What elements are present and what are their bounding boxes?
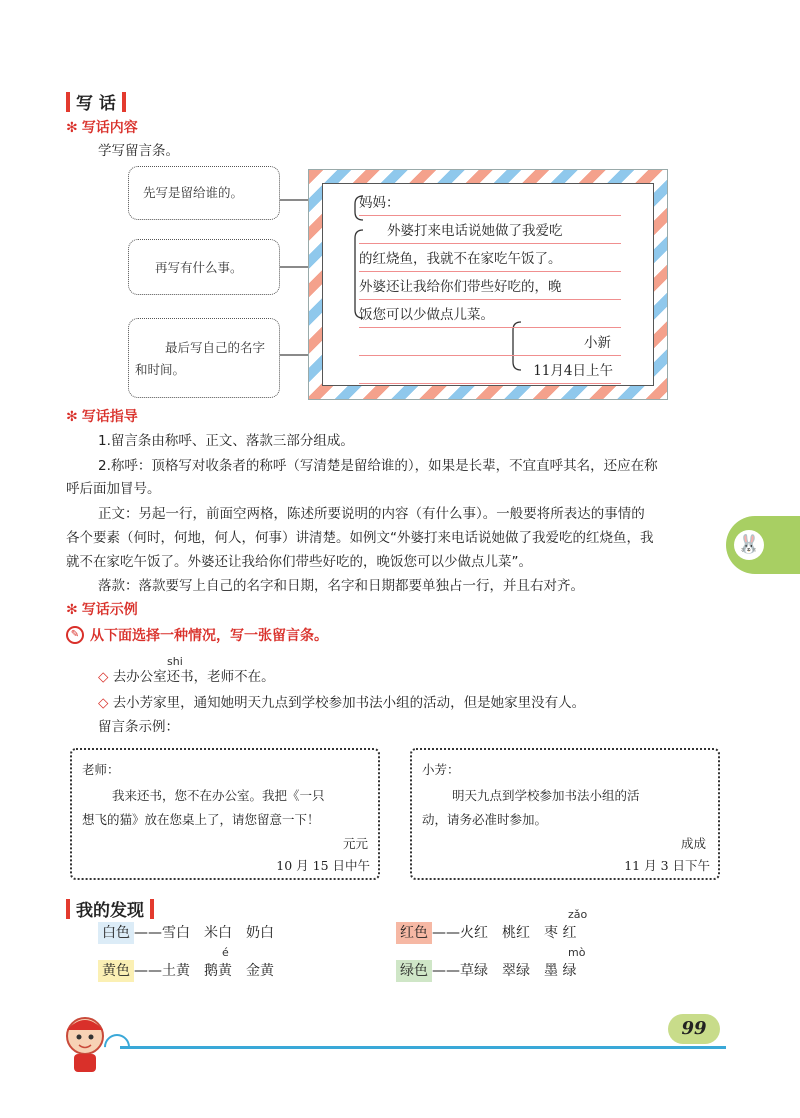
- page-number: 99: [668, 1014, 720, 1044]
- letter-line: 外婆打来电话说她做了我爱吃: [359, 218, 621, 244]
- side-tab: [726, 516, 800, 574]
- tag-green: 绿色: [396, 960, 432, 982]
- note2-line-2: 动，请务必准时参加。: [422, 812, 548, 827]
- content-heading: ✻ 写话内容: [66, 120, 138, 136]
- letter-line: 外婆还让我给你们带些好吃的，晚: [359, 274, 621, 300]
- callout-body: 再写有什么事。: [128, 239, 280, 295]
- words-red: ——火红 桃红 枣 红: [432, 925, 577, 941]
- tag-white: 白色: [98, 922, 134, 944]
- callout-signature: 最后写自己的名字和时间。: [128, 318, 280, 398]
- note1-salutation: 老师：: [82, 762, 120, 777]
- footer-line: [120, 1046, 726, 1049]
- note1-date: 10 月 15 日中午: [276, 858, 370, 873]
- note1-line-1: 我来还书，您不在办公室。我把《一只: [112, 788, 325, 803]
- note2-signature: 成成: [680, 836, 706, 851]
- note2-date: 11 月 3 日下午: [624, 858, 710, 873]
- guide-point-3-cont2: 就不在家吃午饭了。外婆还让我给你们带些好吃的，晚饭您可以少做点儿菜”。: [66, 554, 532, 570]
- sample-note-2: [410, 748, 720, 880]
- tag-yellow: 黄色: [98, 960, 134, 982]
- letter-signature: 小新: [359, 330, 621, 356]
- words-yellow: ——土黄 鹅黄 金黄: [134, 963, 274, 979]
- airmail-envelope: [308, 169, 668, 400]
- tag-red: 红色: [396, 922, 432, 944]
- example-heading: ✻ 写话示例: [66, 602, 138, 618]
- note1-signature: 元元: [342, 836, 368, 851]
- task-text: 学写留言条。: [98, 143, 179, 159]
- words-green: ——草绿 翠绿 墨 绿: [432, 963, 577, 979]
- guide-point-2: 2.称呼：顶格写对收条者的称呼（写清楚是留给谁的），如果是长辈，不宜直呼其名，还应在称: [98, 458, 658, 474]
- pinyin-shi: shi: [167, 655, 183, 668]
- guide-point-2-cont: 呼后面加冒号。: [66, 481, 161, 497]
- pen-icon: ✎: [66, 626, 84, 644]
- callout-salutation: 先写是留给谁的。: [128, 166, 280, 220]
- pinyin-e: é: [222, 946, 229, 959]
- sample-label: 留言条示例：: [98, 719, 179, 735]
- letter-line: 饭您可以少做点儿菜。: [359, 302, 621, 328]
- diamond-icon: ◇: [98, 669, 109, 685]
- instruction-row: [66, 625, 328, 645]
- option-1: ◇ 去办公室还书，老师不在。: [98, 669, 275, 685]
- guide-heading: ✻ 写话指导: [66, 409, 138, 425]
- color-row-white: [98, 922, 274, 944]
- section-title-write: 写 话: [66, 89, 126, 114]
- pinyin-mo: mò: [568, 946, 586, 959]
- sample-note-1: [70, 748, 380, 880]
- diamond-icon: ◇: [98, 695, 109, 711]
- letter-date: 11月4日上午: [359, 358, 621, 384]
- letter-paper: [322, 183, 654, 386]
- guide-point-3: 正文：另起一行，前面空两格，陈述所要说明的内容（有什么事）。一般要将所表达的事情的: [98, 506, 645, 522]
- option-2: ◇ 去小芳家里，通知她明天九点到学校参加书法小组的活动，但是她家里没有人。: [98, 695, 586, 711]
- pinyin-zao: zǎo: [568, 908, 588, 921]
- instruction-text: 从下面选择一种情况，写一张留言条。: [90, 628, 328, 644]
- guide-point-3-cont: 各个要素（何时，何地，何人，何事）讲清楚。如例文“外婆打来电话说她做了我爱吃的红烧鱼，我: [66, 530, 654, 546]
- letter-line: 的红烧鱼，我就不在家吃午饭了。: [359, 246, 621, 272]
- color-row-red: [396, 922, 576, 944]
- note2-line-1: 明天九点到学校参加书法小组的活: [452, 788, 640, 803]
- guide-point-4: 落款：落款要写上自己的名字和日期，名字和日期都要单独占一行，并且右对齐。: [98, 578, 584, 594]
- note2-salutation: 小芳：: [422, 762, 460, 777]
- color-row-yellow: [98, 960, 274, 982]
- letter-salutation: 妈妈：: [359, 190, 621, 216]
- guide-point-1: 1.留言条由称呼、正文、落款三部分组成。: [98, 433, 354, 449]
- note1-line-2: 想飞的猫》放在您桌上了，请您留意一下！: [82, 812, 320, 827]
- discovery-title: 我的发现: [66, 896, 154, 921]
- bunny-icon: 🐰: [734, 530, 764, 560]
- words-white: ——雪白 米白 奶白: [134, 925, 274, 941]
- color-row-green: [396, 960, 576, 982]
